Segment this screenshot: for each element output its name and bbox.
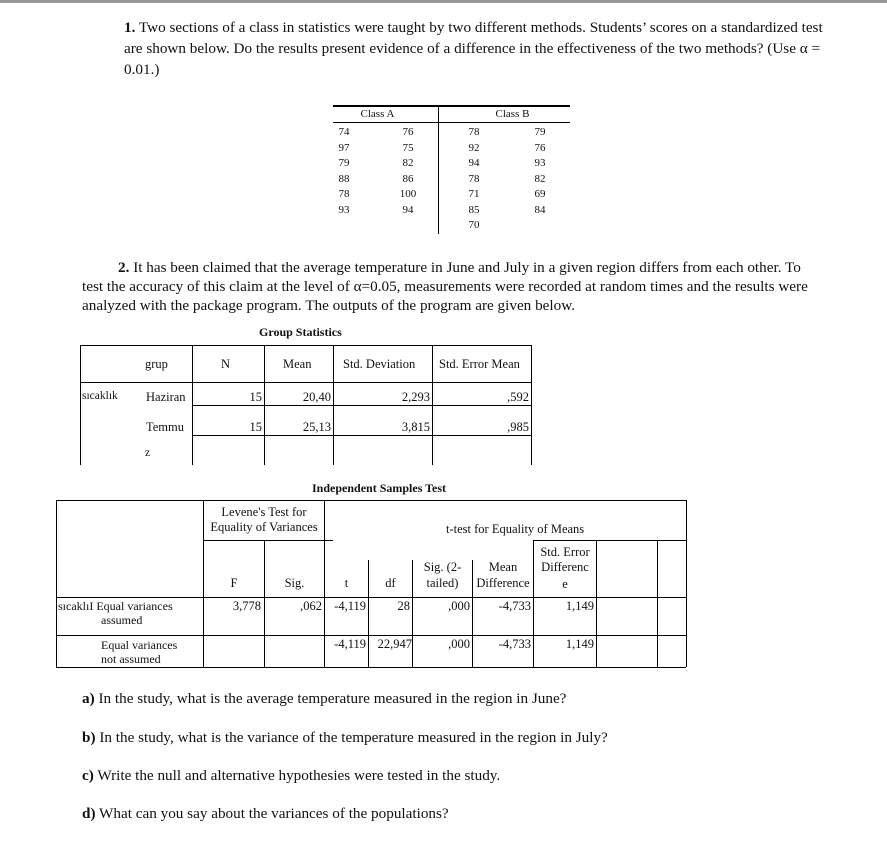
score-cell: 79 xyxy=(534,126,546,138)
question-2 xyxy=(82,258,822,315)
question-b xyxy=(82,729,608,747)
col-df: df xyxy=(385,576,396,590)
it-col-rule xyxy=(686,500,687,667)
question-d-letter: d) xyxy=(82,805,96,822)
score-cell: 94 xyxy=(402,203,414,216)
gs-row-rule xyxy=(192,405,532,406)
question-d xyxy=(82,805,449,823)
it-levene-rule xyxy=(203,540,333,541)
col-sig2-line2: tailed) xyxy=(426,576,459,590)
col-md-line1: Mean xyxy=(488,560,518,574)
gs-header-mean: Mean xyxy=(283,357,312,371)
score-cell: 88 xyxy=(338,172,350,185)
question-a-letter: a) xyxy=(82,690,95,707)
it-row2-label-1: Equal variances xyxy=(101,638,178,652)
question-1-text: Two sections of a class in statistics were taught by two different methods. Students’ scores on a standardized test are shown below. Do the results present evidence of a difference in the effectiveness of the two methods? (Use α = 0.01.) xyxy=(124,19,823,78)
score-cell: 76 xyxy=(402,126,414,138)
score-cell: 97 xyxy=(338,141,350,154)
it-row-rule xyxy=(56,635,686,636)
score-cell: 74 xyxy=(338,126,350,138)
class-b-header: Class B xyxy=(495,108,530,120)
it-row1-md: -4,733 xyxy=(498,599,531,613)
it-row1-sig: ,062 xyxy=(300,599,322,613)
gs-row-1-mean: 20,40 xyxy=(302,390,331,404)
it-var-name: sıcaklıI xyxy=(58,599,94,613)
gs-header-se: Std. Error Mean xyxy=(439,357,520,371)
gs-row-2-n: 15 xyxy=(249,420,262,434)
col-sig: Sig. xyxy=(284,576,305,590)
it-row1-t: -4,119 xyxy=(334,599,366,613)
question-c-text: Write the null and alternative hypothesies were tested in the study. xyxy=(97,767,501,784)
gs-top-rule xyxy=(80,345,532,346)
it-row2-md: -4,733 xyxy=(498,637,531,651)
question-b-letter: b) xyxy=(82,729,96,746)
score-cell: 82 xyxy=(534,172,546,185)
gs-left-rule xyxy=(80,345,81,465)
score-cell: 76 xyxy=(534,141,546,154)
levene-header: Levene's Test for Equality of Variances xyxy=(210,505,318,534)
ttest-header: t-test for Equality of Means xyxy=(446,522,585,536)
score-cell: 82 xyxy=(402,157,414,169)
class-a-header: Class A xyxy=(360,108,395,120)
score-cell: 92 xyxy=(468,141,480,154)
score-cell: 69 xyxy=(534,188,546,200)
col-md-line2: Difference xyxy=(476,576,530,590)
score-cell: 94 xyxy=(468,157,480,169)
class-divider xyxy=(438,106,439,234)
it-row1-label-2: assumed xyxy=(101,613,143,627)
col-se-line2: Differenc xyxy=(541,560,589,574)
top-border xyxy=(0,0,887,3)
question-d-text: What can you say about the variances of the populations? xyxy=(99,805,449,822)
gs-row-rule xyxy=(192,435,532,436)
it-col-rule xyxy=(596,540,597,667)
gs-header-rule xyxy=(80,382,532,383)
gs-row-1-group: Haziran xyxy=(146,390,186,404)
gs-row-1-se: ,592 xyxy=(507,390,529,404)
score-cell: 78 xyxy=(468,172,480,185)
question-2-number: 2. xyxy=(118,259,130,276)
it-col-rule xyxy=(56,500,57,667)
score-cell: 70 xyxy=(468,219,480,231)
it-ttest-rule xyxy=(533,540,686,541)
ind-test-title: Independent Samples Test xyxy=(312,481,447,495)
it-row2-label-2: not assumed xyxy=(101,652,161,666)
score-cell: 71 xyxy=(468,188,480,200)
it-top-rule xyxy=(56,500,686,501)
it-row1-label-1: Equal variances xyxy=(96,599,173,613)
it-row2-t: -4,119 xyxy=(334,637,366,651)
gs-row-1-sd: 2,293 xyxy=(401,390,430,404)
score-cell: 93 xyxy=(534,157,546,169)
gs-row-2-mean: 25,13 xyxy=(302,420,331,434)
col-se-line3: e xyxy=(562,577,568,591)
col-t: t xyxy=(344,576,349,590)
gs-var-label: sıcaklık xyxy=(82,390,118,402)
score-cell: 78 xyxy=(338,188,350,200)
question-b-text: In the study, what is the variance of the temperature measured in the region in July? xyxy=(99,729,608,746)
score-cell: 100 xyxy=(399,188,417,200)
it-row2-df: 22,947 xyxy=(377,637,412,651)
it-row2-sig2: ,000 xyxy=(448,637,470,651)
score-cell: 75 xyxy=(402,141,414,154)
gs-header-n: N xyxy=(221,357,231,371)
score-cell: 78 xyxy=(468,126,480,138)
score-cell: 93 xyxy=(338,203,350,216)
question-2-text: It has been claimed that the average temperature in June and July in a given region differs from each other. To test the accuracy of this claim at the level of α=0.05, measurements were recorded at random times and the results were analyzed with the package program. The outputs of the program are given below. xyxy=(82,259,808,314)
it-row2-se: 1,149 xyxy=(565,637,594,651)
table-top-rule xyxy=(333,105,570,107)
question-a-text: In the study, what is the average temperature measured in the region in June? xyxy=(98,690,567,707)
it-header-rule xyxy=(56,597,686,598)
it-row1-f: 3,778 xyxy=(232,599,261,613)
it-row1-sig2: ,000 xyxy=(448,599,470,613)
gs-header-sd: Std. Deviation xyxy=(343,357,416,371)
it-bottom-rule xyxy=(56,667,686,668)
score-cell: 79 xyxy=(338,157,350,169)
gs-row-2-sd: 3,815 xyxy=(401,420,430,434)
question-a xyxy=(82,690,566,708)
gs-row-1-n: 15 xyxy=(249,390,262,404)
group-statistics-title: Group Statistics xyxy=(259,325,342,339)
score-cell: 85 xyxy=(468,203,480,216)
it-var-label xyxy=(58,599,173,614)
col-se-line1: Std. Error xyxy=(540,545,590,559)
col-sig2-line1: Sig. (2- xyxy=(423,560,462,574)
gs-extra-z: z xyxy=(145,447,151,459)
col-f: F xyxy=(230,576,238,590)
question-c-letter: c) xyxy=(82,767,94,784)
score-cell: 86 xyxy=(402,172,414,185)
header-rule xyxy=(333,122,570,123)
gs-header-grup: grup xyxy=(145,357,168,371)
it-col-rule xyxy=(657,540,658,667)
question-1-number: 1. xyxy=(124,19,136,36)
gs-row-2-se: ,985 xyxy=(507,420,529,434)
it-row1-se: 1,149 xyxy=(565,599,594,613)
gs-row-2-group: Temmu xyxy=(146,420,185,434)
question-c xyxy=(82,767,500,785)
score-cell: 84 xyxy=(534,203,546,216)
question-1 xyxy=(124,17,824,80)
it-row1-df: 28 xyxy=(397,599,410,613)
